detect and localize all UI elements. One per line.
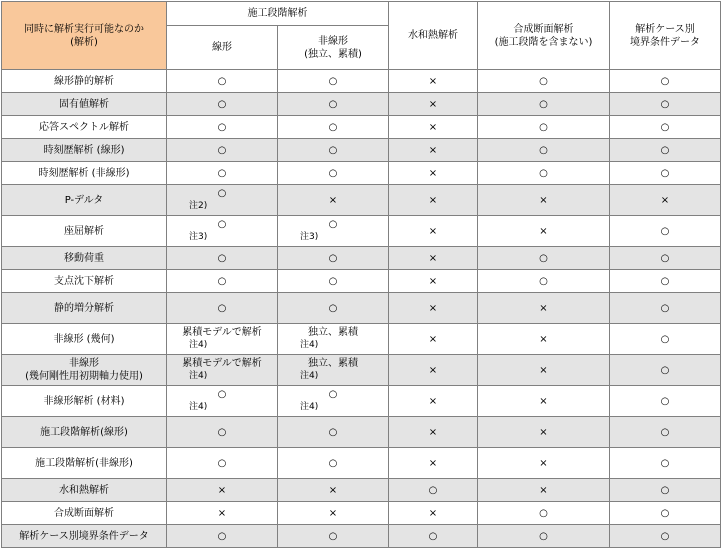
linear-cell <box>167 162 278 185</box>
hydration-heat-cell: × <box>389 116 478 139</box>
corner-header-line: (解析) <box>70 36 98 48</box>
linear-cell-text: ○ <box>217 302 227 314</box>
nonlinear-cell-text: ○ <box>328 389 338 400</box>
nonlinear-subheader-line: (独立、累積) <box>304 48 362 60</box>
linear-cell <box>167 247 278 270</box>
boundary-header-line: 境界条件データ <box>630 36 700 48</box>
row-label-text: 非線形解析 (材料) <box>43 395 125 407</box>
linear-cell-text: ○ <box>217 389 227 400</box>
row-label <box>2 93 167 116</box>
boundary-condition-cell: ○ <box>610 247 721 270</box>
composite-header-line: 合成断面解析 <box>513 23 574 35</box>
linear-cell-text: ○ <box>217 275 227 287</box>
hydration-heat-cell: × <box>389 270 478 293</box>
composite-section-cell: × <box>478 216 610 247</box>
table-row <box>2 448 721 479</box>
boundary-condition-cell: ○ <box>610 70 721 93</box>
table-row <box>2 139 721 162</box>
table-row <box>2 270 721 293</box>
nonlinear-cell-text: × <box>328 484 338 496</box>
boundary-condition-cell: ○ <box>610 448 721 479</box>
composite-section-cell: ○ <box>478 247 610 270</box>
boundary-condition-cell: ○ <box>610 525 721 548</box>
table-row <box>2 185 721 216</box>
hydration-heat-cell: × <box>389 247 478 270</box>
row-label-text: P-デルタ <box>64 194 104 206</box>
boundary-condition-cell: ○ <box>610 139 721 162</box>
linear-cell <box>167 355 278 386</box>
nonlinear-cell <box>278 116 389 139</box>
nonlinear-cell <box>278 139 389 162</box>
row-label <box>2 185 167 216</box>
table-row <box>2 502 721 525</box>
hydration-heat-cell: × <box>389 417 478 448</box>
boundary-condition-header <box>610 2 721 70</box>
row-label <box>2 448 167 479</box>
boundary-condition-cell: ○ <box>610 116 721 139</box>
linear-cell-text: 注4) <box>189 340 208 350</box>
nonlinear-cell <box>278 247 389 270</box>
hydration-heat-cell: × <box>389 502 478 525</box>
nonlinear-cell-text: 注4) <box>300 371 319 381</box>
linear-cell <box>167 139 278 162</box>
boundary-condition-cell: ○ <box>610 162 721 185</box>
row-label <box>2 324 167 355</box>
nonlinear-cell-text: 注3) <box>300 232 319 242</box>
row-label-text: 合成断面解析 <box>54 507 114 519</box>
nonlinear-cell-text: ○ <box>328 121 338 133</box>
nonlinear-cell <box>278 355 389 386</box>
boundary-condition-cell: ○ <box>610 216 721 247</box>
nonlinear-cell-text: ○ <box>328 167 338 179</box>
composite-section-cell: ○ <box>478 116 610 139</box>
linear-subheader: 線形 <box>167 26 278 70</box>
hydration-heat-cell: × <box>389 139 478 162</box>
linear-cell-text: ○ <box>217 98 227 110</box>
composite-section-cell: ○ <box>478 70 610 93</box>
composite-section-cell: ○ <box>478 525 610 548</box>
row-label <box>2 293 167 324</box>
row-label <box>2 116 167 139</box>
nonlinear-cell <box>278 93 389 116</box>
boundary-condition-cell: ○ <box>610 417 721 448</box>
linear-cell-text: 注4) <box>189 402 208 412</box>
composite-section-cell: ○ <box>478 139 610 162</box>
row-label <box>2 270 167 293</box>
compatibility-table <box>1 1 721 548</box>
table-row <box>2 216 721 247</box>
linear-cell-text: 注2) <box>189 201 208 211</box>
linear-cell-text: ○ <box>217 188 227 199</box>
linear-cell <box>167 386 278 417</box>
row-label-text: 座屈解析 <box>64 225 104 237</box>
hydration-heat-cell: × <box>389 185 478 216</box>
composite-section-cell: × <box>478 479 610 502</box>
table-row <box>2 247 721 270</box>
row-label <box>2 70 167 93</box>
nonlinear-cell <box>278 293 389 324</box>
linear-cell-text: ○ <box>217 426 227 438</box>
row-label-text: (幾何剛性用初期軸力使用) <box>25 371 143 382</box>
boundary-header-line: 解析ケース別 <box>635 23 695 35</box>
linear-cell-text: 累積モデルで解析 <box>182 358 262 369</box>
linear-cell-text: ○ <box>217 121 227 133</box>
nonlinear-cell-text: ○ <box>328 302 338 314</box>
nonlinear-cell <box>278 479 389 502</box>
composite-section-cell: × <box>478 448 610 479</box>
boundary-condition-cell: ○ <box>610 93 721 116</box>
table-body <box>2 70 721 548</box>
nonlinear-subheader <box>278 26 389 70</box>
nonlinear-cell-text: ○ <box>328 144 338 156</box>
composite-section-cell: ○ <box>478 162 610 185</box>
linear-cell-text: ○ <box>217 219 227 230</box>
linear-cell-text: 注3) <box>189 232 208 242</box>
nonlinear-cell <box>278 386 389 417</box>
row-label <box>2 216 167 247</box>
boundary-condition-cell: ○ <box>610 502 721 525</box>
linear-cell <box>167 116 278 139</box>
row-label-text: 移動荷重 <box>64 252 104 264</box>
composite-header-line: (施工段階を含まない) <box>494 36 593 48</box>
nonlinear-cell-text: 独立、累積 <box>308 327 358 338</box>
composite-section-cell: × <box>478 355 610 386</box>
row-label-text: 線形静的解析 <box>54 75 114 87</box>
hydration-heat-cell: × <box>389 293 478 324</box>
boundary-condition-cell: ○ <box>610 479 721 502</box>
row-label-text: 時刻歴解析 (非線形) <box>38 167 130 179</box>
linear-cell <box>167 293 278 324</box>
boundary-condition-cell: ○ <box>610 324 721 355</box>
table-row <box>2 525 721 548</box>
nonlinear-cell <box>278 417 389 448</box>
row-label-text: 時刻歴解析 (線形) <box>43 144 125 156</box>
nonlinear-cell <box>278 270 389 293</box>
hydration-heat-cell: × <box>389 216 478 247</box>
table-row <box>2 417 721 448</box>
linear-cell-text: ○ <box>217 75 227 87</box>
hydration-heat-cell: ○ <box>389 479 478 502</box>
nonlinear-cell-text: ○ <box>328 530 338 542</box>
boundary-condition-cell: × <box>610 185 721 216</box>
linear-cell <box>167 525 278 548</box>
table-row <box>2 324 721 355</box>
composite-section-cell: × <box>478 417 610 448</box>
linear-cell-text: ○ <box>217 167 227 179</box>
composite-section-cell: × <box>478 324 610 355</box>
boundary-condition-cell: ○ <box>610 270 721 293</box>
row-label <box>2 162 167 185</box>
linear-cell <box>167 324 278 355</box>
nonlinear-cell <box>278 525 389 548</box>
nonlinear-cell-text: × <box>328 194 338 206</box>
linear-cell-text: × <box>217 507 227 519</box>
hydration-heat-cell: × <box>389 324 478 355</box>
hydration-heat-cell: × <box>389 386 478 417</box>
linear-cell <box>167 502 278 525</box>
hydration-heat-cell: × <box>389 355 478 386</box>
composite-section-header <box>478 2 610 70</box>
row-label <box>2 479 167 502</box>
table-row <box>2 93 721 116</box>
row-label-text: 非線形 (幾何) <box>53 333 115 345</box>
nonlinear-cell <box>278 324 389 355</box>
boundary-condition-cell: ○ <box>610 293 721 324</box>
table-row <box>2 116 721 139</box>
linear-cell <box>167 185 278 216</box>
nonlinear-cell-text: 独立、累積 <box>308 358 358 369</box>
row-label-text: 施工段階解析(非線形) <box>35 457 133 469</box>
row-label-text: 解析ケース別境界条件データ <box>19 530 149 542</box>
nonlinear-cell-text: × <box>328 507 338 519</box>
row-label-text: 応答スペクトル解析 <box>39 121 129 133</box>
nonlinear-cell <box>278 216 389 247</box>
linear-cell <box>167 270 278 293</box>
corner-header <box>2 2 167 70</box>
hydration-heat-cell: × <box>389 93 478 116</box>
nonlinear-cell <box>278 70 389 93</box>
table-row <box>2 479 721 502</box>
composite-section-cell: ○ <box>478 502 610 525</box>
boundary-condition-cell: ○ <box>610 355 721 386</box>
row-label-text: 支点沈下解析 <box>54 275 114 287</box>
linear-cell-text: 注4) <box>189 371 208 381</box>
row-label <box>2 139 167 162</box>
composite-section-cell: × <box>478 185 610 216</box>
nonlinear-cell <box>278 448 389 479</box>
linear-cell-text: ○ <box>217 252 227 264</box>
linear-cell-text: 累積モデルで解析 <box>182 327 262 338</box>
corner-header-line: 同時に解析実行可能なのか <box>24 23 144 35</box>
composite-section-cell: × <box>478 386 610 417</box>
boundary-condition-cell: ○ <box>610 386 721 417</box>
nonlinear-cell-text: 注4) <box>300 402 319 412</box>
table-row <box>2 293 721 324</box>
row-label-text: 非線形 <box>69 358 99 369</box>
linear-cell-text: ○ <box>217 530 227 542</box>
linear-cell <box>167 70 278 93</box>
linear-cell-text: ○ <box>217 144 227 156</box>
row-label <box>2 525 167 548</box>
nonlinear-subheader-line: 非線形 <box>318 35 348 47</box>
nonlinear-cell <box>278 502 389 525</box>
row-label <box>2 417 167 448</box>
linear-cell <box>167 93 278 116</box>
row-label <box>2 386 167 417</box>
hydration-heat-cell: × <box>389 448 478 479</box>
row-label-text: 水和熱解析 <box>59 484 109 496</box>
row-label <box>2 502 167 525</box>
composite-section-cell: ○ <box>478 93 610 116</box>
row-label <box>2 355 167 386</box>
hydration-heat-cell: ○ <box>389 525 478 548</box>
nonlinear-cell-text: ○ <box>328 252 338 264</box>
row-label <box>2 247 167 270</box>
table-row <box>2 70 721 93</box>
row-label-text: 固有値解析 <box>59 98 109 110</box>
composite-section-cell: × <box>478 293 610 324</box>
table-row <box>2 355 721 386</box>
nonlinear-cell-text: ○ <box>328 219 338 230</box>
nonlinear-cell-text: ○ <box>328 75 338 87</box>
linear-cell-text: ○ <box>217 457 227 469</box>
linear-cell <box>167 216 278 247</box>
hydration-heat-header: 水和熱解析 <box>389 2 478 70</box>
nonlinear-cell <box>278 185 389 216</box>
nonlinear-cell-text: ○ <box>328 275 338 287</box>
nonlinear-cell-text: ○ <box>328 98 338 110</box>
hydration-heat-cell: × <box>389 162 478 185</box>
linear-cell-text: × <box>217 484 227 496</box>
nonlinear-cell-text: 注4) <box>300 340 319 350</box>
linear-cell <box>167 448 278 479</box>
linear-cell <box>167 417 278 448</box>
linear-cell <box>167 479 278 502</box>
nonlinear-cell-text: ○ <box>328 426 338 438</box>
row-label-text: 施工段階解析(線形) <box>40 426 128 438</box>
nonlinear-cell-text: ○ <box>328 457 338 469</box>
construction-stage-header: 施工段階解析 <box>167 2 389 26</box>
table-row <box>2 162 721 185</box>
nonlinear-cell <box>278 162 389 185</box>
composite-section-cell: ○ <box>478 270 610 293</box>
table-row <box>2 386 721 417</box>
hydration-heat-cell: × <box>389 70 478 93</box>
row-label-text: 静的増分解析 <box>54 302 114 314</box>
